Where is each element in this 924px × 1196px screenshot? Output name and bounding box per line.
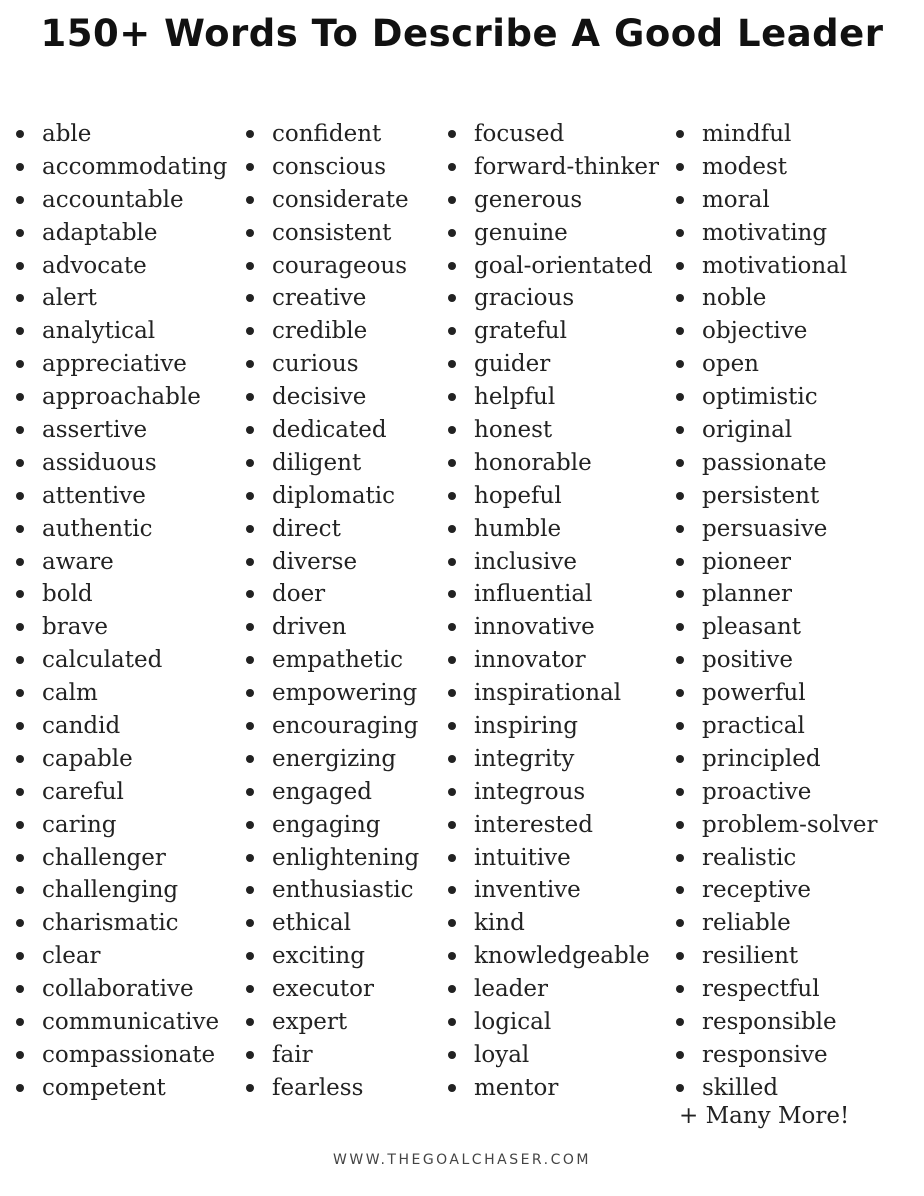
word-list-item: calculated (14, 644, 227, 677)
word-list-item: skilled (674, 1072, 877, 1105)
word-list-item: enthusiastic (244, 874, 419, 907)
word-list-item: motivational (674, 250, 877, 283)
word-list-item: goal-orientated (446, 250, 659, 283)
word-list-item: accountable (14, 184, 227, 217)
word-list-item: driven (244, 611, 419, 644)
word-column-1 (14, 118, 227, 1105)
word-list-item: conscious (244, 151, 419, 184)
word-list-item: inclusive (446, 546, 659, 579)
word-list-item: gracious (446, 282, 659, 315)
word-list-item: assertive (14, 414, 227, 447)
word-list-item: diligent (244, 447, 419, 480)
word-list-item: powerful (674, 677, 877, 710)
word-list-item: authentic (14, 513, 227, 546)
word-list-item: advocate (14, 250, 227, 283)
word-list-item: alert (14, 282, 227, 315)
word-list-item: inspiring (446, 710, 659, 743)
word-list-item: analytical (14, 315, 227, 348)
word-list-item: noble (674, 282, 877, 315)
word-list-item: diverse (244, 546, 419, 579)
word-list-item: reliable (674, 907, 877, 940)
word-list-item: original (674, 414, 877, 447)
word-list-item: accommodating (14, 151, 227, 184)
word-list-item: integrous (446, 776, 659, 809)
word-list-item: principled (674, 743, 877, 776)
word-list-item: influential (446, 578, 659, 611)
word-list-item: dedicated (244, 414, 419, 447)
word-column-2 (244, 118, 419, 1105)
word-list-item: engaged (244, 776, 419, 809)
word-list-item: communicative (14, 1006, 227, 1039)
word-list-item: calm (14, 677, 227, 710)
word-list-item: open (674, 348, 877, 381)
word-list-item: persuasive (674, 513, 877, 546)
word-list-item: curious (244, 348, 419, 381)
word-list-item: expert (244, 1006, 419, 1039)
word-list-item: competent (14, 1072, 227, 1105)
word-list-item: moral (674, 184, 877, 217)
word-list-item: modest (674, 151, 877, 184)
word-list-item: empathetic (244, 644, 419, 677)
word-list-item: guider (446, 348, 659, 381)
word-list-item: honorable (446, 447, 659, 480)
word-list-item: decisive (244, 381, 419, 414)
word-list-item: interested (446, 809, 659, 842)
word-list-item: enlightening (244, 842, 419, 875)
word-list-item: genuine (446, 217, 659, 250)
word-column-3 (446, 118, 659, 1105)
word-list-item: candid (14, 710, 227, 743)
word-list-item: attentive (14, 480, 227, 513)
word-list-item: compassionate (14, 1039, 227, 1072)
word-list-item: confident (244, 118, 419, 151)
word-list-item: encouraging (244, 710, 419, 743)
word-list-item: kind (446, 907, 659, 940)
word-list-item: exciting (244, 940, 419, 973)
word-list-item: integrity (446, 743, 659, 776)
word-list-item: charismatic (14, 907, 227, 940)
word-list-item: considerate (244, 184, 419, 217)
word-list-item: engaging (244, 809, 419, 842)
word-list-item: consistent (244, 217, 419, 250)
word-list-item: fearless (244, 1072, 419, 1105)
word-list-item: loyal (446, 1039, 659, 1072)
word-list-item: ethical (244, 907, 419, 940)
word-list-item: innovator (446, 644, 659, 677)
word-list-item: focused (446, 118, 659, 151)
word-list-item: planner (674, 578, 877, 611)
word-list-item: collaborative (14, 973, 227, 1006)
word-list-item: courageous (244, 250, 419, 283)
word-list-item: challenging (14, 874, 227, 907)
word-list-item: respectful (674, 973, 877, 1006)
word-list-item: receptive (674, 874, 877, 907)
word-list-item: direct (244, 513, 419, 546)
word-list-item: proactive (674, 776, 877, 809)
word-list-item: assiduous (14, 447, 227, 480)
word-list-item: optimistic (674, 381, 877, 414)
word-list-item: leader (446, 973, 659, 1006)
word-list-item: executor (244, 973, 419, 1006)
word-list-item: hopeful (446, 480, 659, 513)
word-list-item: innovative (446, 611, 659, 644)
page-title: 150+ Words To Describe A Good Leader (40, 12, 884, 55)
word-list-item: resilient (674, 940, 877, 973)
word-list-item: forward-thinker (446, 151, 659, 184)
word-list-item: fair (244, 1039, 419, 1072)
word-list-item: appreciative (14, 348, 227, 381)
word-list-item: inventive (446, 874, 659, 907)
website-footer: WWW.THEGOALCHASER.COM (333, 1152, 591, 1168)
word-list-item: responsible (674, 1006, 877, 1039)
word-list-item: realistic (674, 842, 877, 875)
word-list-item: bold (14, 578, 227, 611)
word-column-4 (674, 118, 877, 1105)
word-list-item: humble (446, 513, 659, 546)
word-list-item: logical (446, 1006, 659, 1039)
word-list-item: mentor (446, 1072, 659, 1105)
word-list-item: mindful (674, 118, 877, 151)
word-list-item: clear (14, 940, 227, 973)
word-list-item: motivating (674, 217, 877, 250)
word-list-item: persistent (674, 480, 877, 513)
word-list-item: creative (244, 282, 419, 315)
word-list-item: careful (14, 776, 227, 809)
word-list-item: problem-solver (674, 809, 877, 842)
word-list-item: able (14, 118, 227, 151)
word-list-item: responsive (674, 1039, 877, 1072)
word-list-item: doer (244, 578, 419, 611)
word-list-item: passionate (674, 447, 877, 480)
word-list-item: diplomatic (244, 480, 419, 513)
word-list-item: empowering (244, 677, 419, 710)
word-list-item: energizing (244, 743, 419, 776)
word-list-item: approachable (14, 381, 227, 414)
word-list-item: caring (14, 809, 227, 842)
word-list-item: practical (674, 710, 877, 743)
word-list-item: credible (244, 315, 419, 348)
word-list-item: challenger (14, 842, 227, 875)
word-list-item: positive (674, 644, 877, 677)
word-list-item: generous (446, 184, 659, 217)
word-list-item: helpful (446, 381, 659, 414)
word-list-item: pioneer (674, 546, 877, 579)
word-list-item: objective (674, 315, 877, 348)
word-list-item: aware (14, 546, 227, 579)
word-list-item: brave (14, 611, 227, 644)
word-list-item: capable (14, 743, 227, 776)
word-list-item: grateful (446, 315, 659, 348)
word-list-item: pleasant (674, 611, 877, 644)
many-more-note: + Many More! (679, 1103, 850, 1129)
word-list-item: adaptable (14, 217, 227, 250)
word-list-item: knowledgeable (446, 940, 659, 973)
word-list-item: intuitive (446, 842, 659, 875)
word-list-item: inspirational (446, 677, 659, 710)
word-list-item: honest (446, 414, 659, 447)
